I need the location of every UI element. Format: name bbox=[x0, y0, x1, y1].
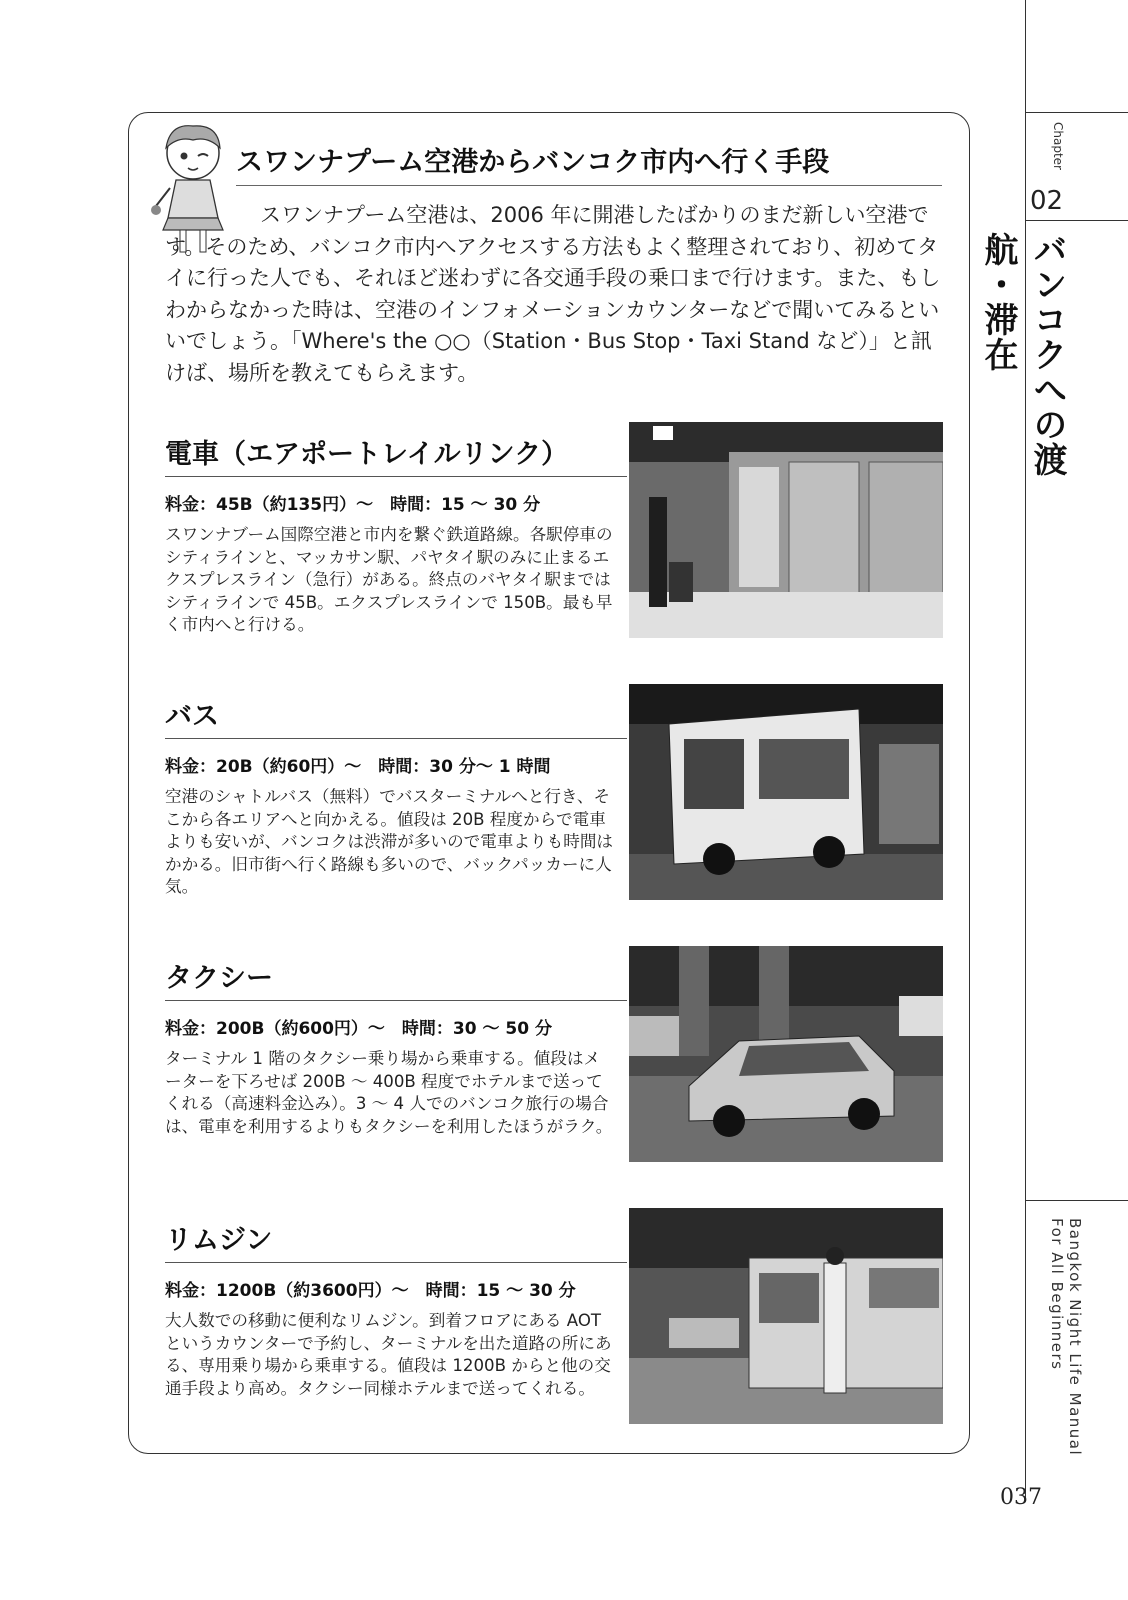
section-taxi bbox=[165, 956, 945, 1171]
section-heading: バス bbox=[165, 701, 219, 732]
section-rule bbox=[165, 1000, 627, 1001]
section-rule bbox=[165, 738, 627, 739]
section-rule bbox=[165, 1262, 627, 1263]
limousine-van-photo-icon bbox=[629, 1208, 943, 1424]
sidebar-bottom-rule bbox=[1025, 1200, 1128, 1201]
chapter-title: バンコクへの渡航・滞在 bbox=[978, 232, 1067, 477]
section-description: スワンナブーム国際空港と市内を繋ぐ鉄道路線。各駅停車のシティラインと、マッカサン駅、パヤタイ駅のみに止まるエクスプレスライン（急行）がある。終点のバヤタイ駅まではシティラインで 45B。エクスプレスラインで 150B。最も早く市内へと行ける。 bbox=[165, 525, 613, 635]
section-heading: リムジン bbox=[165, 1225, 273, 1256]
intro-paragraph bbox=[165, 200, 945, 389]
section-price-time: 料金：1200B（約3600円）～ 時間：15 ～ 30 分 bbox=[165, 1281, 576, 1301]
intro-paragraph-text: スワンナプーム空港は、2006 年に開港したばかりのまだ新しい空港です。そのため、バンコク市内へアクセスする方法もよく整理されており、初めてタイに行った人でも、それほど迷わずに各交通手段の乗口まで行けます。また、もしわからなかった時は、空港のインフォメーションカウンターなどで聞いてみるといいでしょう。「Where's the ○○（Station・Bus Stop・Taxi Stand など）」と訊けば、場所を教えてもらえます。 bbox=[165, 203, 941, 385]
book-title-line2: For All Beginners bbox=[1048, 1218, 1066, 1371]
section-limousine bbox=[165, 1218, 945, 1433]
page-number: 037 bbox=[1000, 1485, 1042, 1510]
section-heading: 電車（エアポートレイルリンク） bbox=[165, 439, 569, 470]
section-train bbox=[165, 432, 945, 647]
section-rule bbox=[165, 476, 627, 477]
section-heading: タクシー bbox=[165, 963, 273, 994]
intro-title-rule bbox=[236, 185, 942, 186]
section-description: ターミナル 1 階のタクシー乗り場から乗車する。値段はメーターを下ろせば 200B ～ 400B 程度でホテルまで送ってくれる（高速料金込み）。3 ～ 4 人でのバンコク旅行の場合は、電車を利用するよりもタクシーを利用したほうがラク。 bbox=[165, 1049, 613, 1136]
section-description: 空港のシャトルバス（無料）でバスターミナルへと行き、そこから各エリアへと向かえる。値段は 20B 程度からで電車よりも安いが、バンコクは渋滞が多いので電車よりも時間はかかる。旧市街へ行く路線も多いので、バックパッカーに人気。 bbox=[165, 787, 614, 897]
book-title bbox=[1040, 1218, 1084, 1498]
sidebar-chapter-rule bbox=[1025, 220, 1128, 221]
shuttle-bus-photo-icon bbox=[629, 684, 943, 900]
sidebar-top-rule bbox=[1025, 112, 1128, 113]
book-title-line1: Bangkok Night Life Manual bbox=[1066, 1218, 1084, 1457]
section-price-time: 料金：200B（約600円）～ 時間：30 ～ 50 分 bbox=[165, 1019, 552, 1039]
sidebar-vertical-rule bbox=[1025, 0, 1026, 1500]
chapter-number: 02 bbox=[1030, 186, 1064, 216]
taxi-photo-icon bbox=[629, 946, 943, 1162]
section-bus bbox=[165, 694, 945, 909]
intro-title: スワンナプーム空港からバンコク市内へ行く手段 bbox=[236, 147, 830, 178]
section-price-time: 料金：20B（約60円）～ 時間：30 分～ 1 時間 bbox=[165, 757, 551, 777]
train-platform-photo-icon bbox=[629, 422, 943, 638]
section-price-time: 料金：45B（約135円）～ 時間：15 ～ 30 分 bbox=[165, 495, 541, 515]
section-description: 大人数での移動に便利なリムジン。到着フロアにある AOT というカウンターで予約し、ターミナルを出た道路の所にある、専用乗り場から乗車する。値段は 1200B からと他の交通手段より高め。タクシー同様ホテルまで送ってくれる。 bbox=[165, 1311, 612, 1398]
chapter-label: Chapter bbox=[1051, 122, 1065, 170]
